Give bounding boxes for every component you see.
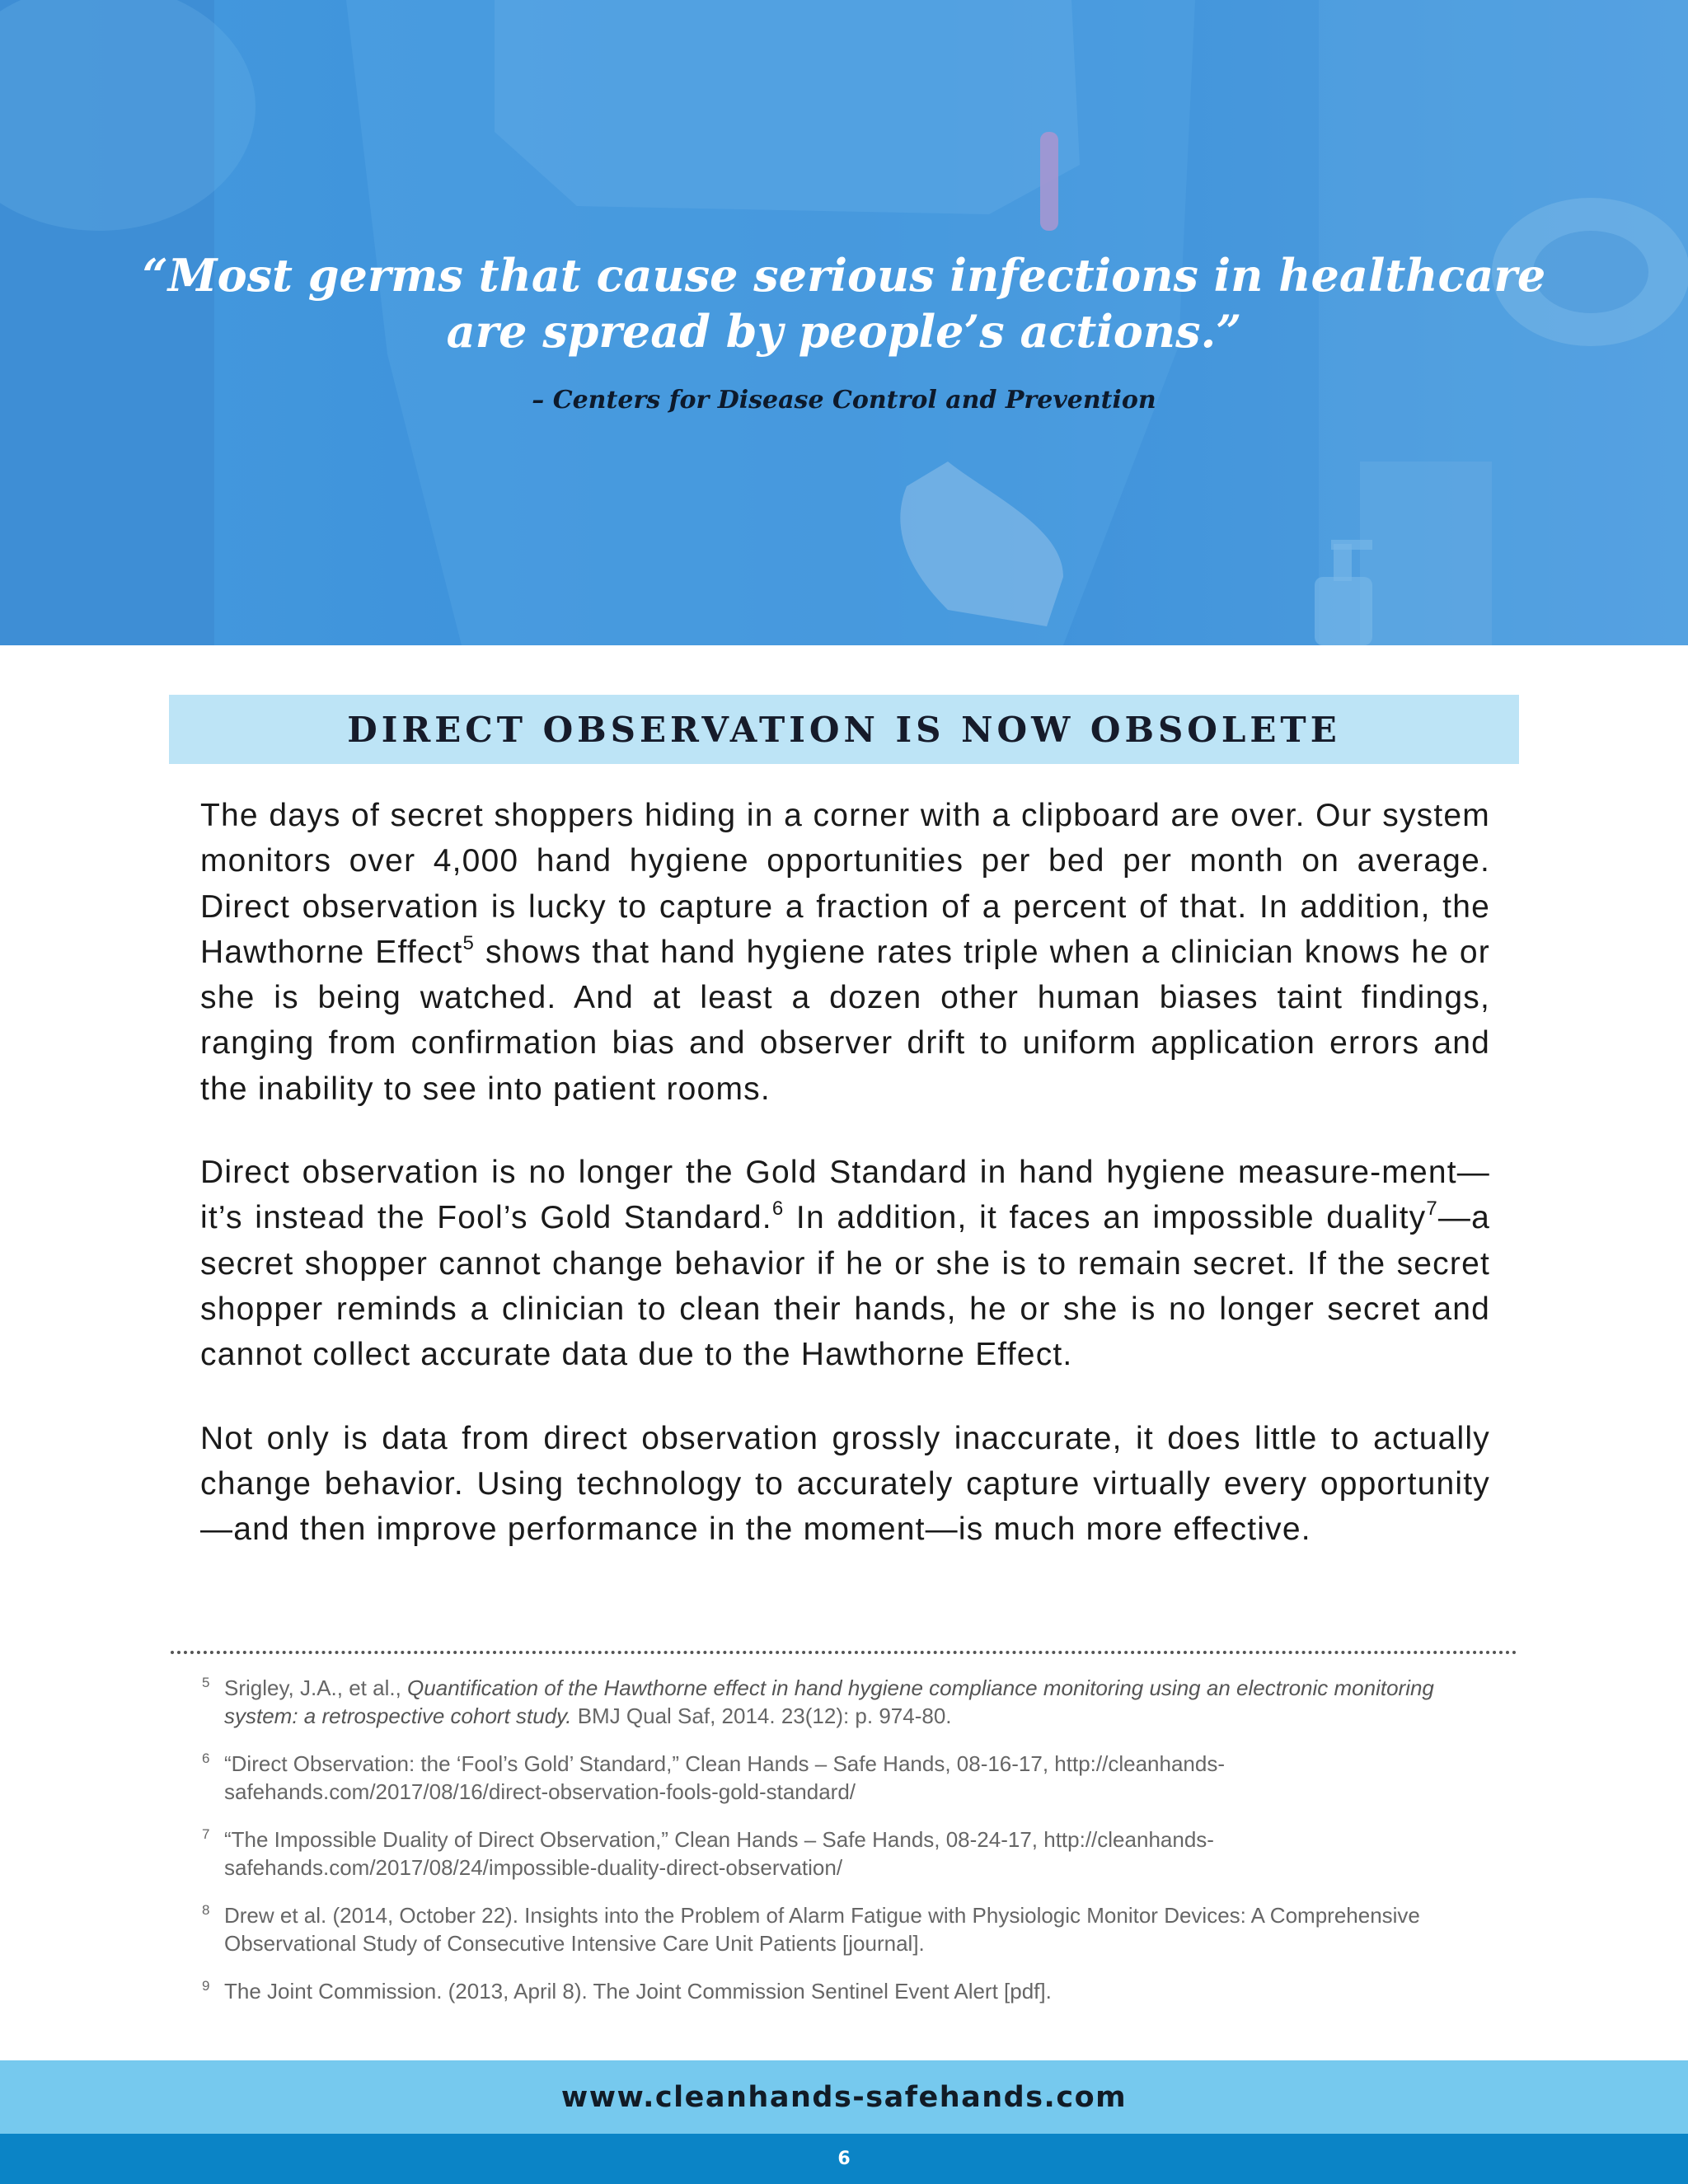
footnote-text: The Joint Commission. (2013, April 8). The Joint Commission Sentinel Event Alert [pdf]. — [224, 1979, 1052, 2004]
footnote-number: 6 — [202, 1750, 210, 1766]
footnote-title: Quantification of the Hawthorne effect in hand hygiene compliance monitoring using an electronic monitoring system: a retrospective cohort study. — [224, 1675, 1434, 1728]
paragraph-2-text-c: —a secret shopper cannot change behavior if he or she is to remain secret. If the secret shopper reminds a clinician to clean their hands, he or she is no longer secret and cannot collect accurate data due to the Hawthorne Effect. — [200, 1200, 1490, 1373]
body-text — [200, 793, 1490, 1552]
footnote-text[interactable]: “Direct Observation: the ‘Fool’s Gold’ Standard,” Clean Hands – Safe Hands, 08-16-17, http://cleanhands-safehands.com/2017/08/16/direct-observation-fools-gold-standard/ — [224, 1751, 1225, 1804]
paragraph-2-text-b: In addition, it faces an impossible duality — [784, 1200, 1427, 1236]
paragraph-1 — [200, 793, 1490, 1112]
footnote-ref-6: 6 — [771, 1197, 785, 1221]
footnote-5 — [198, 1674, 1494, 1730]
paragraph-2-text-a: Direct observation is no longer the Gold Standard in hand hygiene measure-ment—it’s instead the Fool’s Gold Standard. — [200, 1155, 1490, 1236]
footnote-text: Drew et al. (2014, October 22). Insights into the Problem of Alarm Fatigue with Physiologic Monitor Devices: A Comprehensive Observational Study of Consecutive Intensive Care Unit Patients [journal]. — [224, 1903, 1420, 1956]
footnote-text[interactable]: “The Impossible Duality of Direct Observation,” Clean Hands – Safe Hands, 08-24-17, http://cleanhands-safehands.com/2017/08/24/impossible-duality-direct-observation/ — [224, 1827, 1214, 1880]
footnote-number: 9 — [202, 1978, 210, 1994]
footnotes-list — [198, 1674, 1494, 2025]
page-number-band — [0, 2134, 1688, 2184]
footnote-text: Srigley, J.A., et al., — [224, 1675, 408, 1700]
footnote-7 — [198, 1825, 1494, 1882]
footnote-number: 7 — [202, 1826, 210, 1842]
footnote-number: 5 — [202, 1675, 210, 1690]
footnote-divider — [171, 1651, 1517, 1654]
hero-quote — [0, 247, 1688, 359]
paragraph-1-text-a: The days of secret shoppers hiding in a corner with a clipboard are over. Our system monitors over 4,000 hand hygiene opportunities per bed per month on average. Direct observation is lucky to capture a fraction of a percent of that. In addition, the Hawthorne Effect — [200, 798, 1490, 970]
section-heading: DIRECT OBSERVATION IS NOW OBSOLETE — [347, 709, 1341, 750]
quote-line-2: are spread by people’s actions.” — [446, 305, 1242, 358]
footnote-ref-5: 5 — [462, 931, 476, 954]
footnote-8 — [198, 1901, 1494, 1957]
paragraph-1-text-b: shows that hand hygiene rates triple when a clinician knows he or she is being watched. And at least a dozen other human biases taint findings, ranging from confirmation bias and observer drift to uniform application errors and the inability to see into patient rooms. — [200, 934, 1490, 1107]
footnote-9 — [198, 1977, 1494, 2005]
hero-banner — [0, 0, 1688, 645]
quote-attribution: – Centers for Disease Control and Prevention — [532, 386, 1156, 415]
section-heading-band — [169, 695, 1519, 764]
footnote-ref-7: 7 — [1426, 1197, 1438, 1221]
footer-website-band — [0, 2060, 1688, 2134]
footnote-text-end: BMJ Qual Saf, 2014. 23(12): p. 974-80. — [571, 1704, 952, 1728]
footnote-6 — [198, 1750, 1494, 1806]
quote-line-1: “Most germs that cause serious infections in healthcare — [142, 249, 1546, 302]
paragraph-2 — [200, 1150, 1490, 1377]
website-link[interactable]: www.cleanhands-safehands.com — [560, 2080, 1128, 2114]
paragraph-3: Not only is data from direct observation grossly inaccurate, it does little to actually change behavior. Using technology to accurately capture virtually every opportunity—and then improve performance in the moment—is much more effective. — [200, 1420, 1490, 1548]
footnote-number: 8 — [202, 1902, 210, 1918]
page-number: 6 — [837, 2149, 851, 2169]
